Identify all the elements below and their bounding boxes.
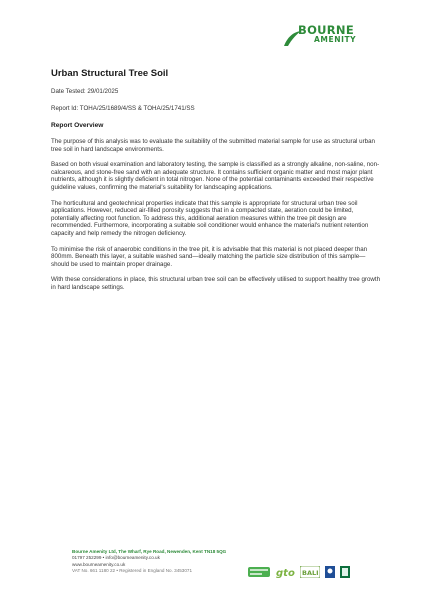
logo-text-amenity: AMENITY: [314, 35, 357, 44]
footer-registration: VAT No. 661 1180 22 • Registered in England No. 3453071: [72, 568, 193, 574]
certification-mark-icon: [325, 566, 335, 578]
gto-logo: [275, 565, 295, 579]
accreditation-logos: [248, 565, 350, 579]
footer-address: Bourne Amenity Ltd, The Wharf, Rye Road, Newenden, Kent TN18 5QG: [72, 549, 227, 554]
gto-logo-text: gto: [276, 568, 295, 579]
report-id: Report Id: TOHA/25/1689/4/SS & TOHA/25/1741/SS: [51, 105, 195, 112]
report-title: Urban Structural Tree Soil: [51, 68, 169, 79]
date-tested: Date Tested: 29/01/2025: [51, 88, 119, 95]
overview-heading: Report Overview: [51, 122, 104, 129]
logo-text-bourne: BOURNE: [298, 23, 355, 37]
overview-paragraph-4: To minimise the risk of anaerobic conditions in the tree pit, it is advisable that this material is not placed deeper than 800mm. Beneath this layer, a suitable washed sand—ideally matching the particle size distribution of this sample—should be used to maintain proper drainage.: [51, 245, 368, 268]
overview-paragraph-5: With these considerations in place, this structural urban tree soil can be effectively utilised to support healthy tree growth in hard landscape settings.: [51, 276, 381, 291]
report-body: [51, 68, 381, 300]
footer-website[interactable]: www.bourneamenity.co.uk: [72, 561, 126, 567]
overview-paragraph-2: Based on both visual examination and laboratory testing, the sample is classified as a strongly alkaline, non-saline, non-calcareous, and stone-free sand with an adequate structure. It contains sufficient organic matter and most major plant nutrients, although it is slightly deficient in total nitrogen. None of the potential contaminants exceeded their respective guideline values, confirming the material's suitability for landscaping applications.: [51, 161, 380, 191]
bali-logo-text: BALI: [302, 569, 319, 577]
footer-contact: 01797 252299 • info@bourneamenity.co.uk: [72, 555, 160, 561]
quality-badge-icon: [340, 566, 350, 578]
bali-logo: [300, 566, 320, 578]
overview-paragraph-1: The purpose of this analysis was to evaluate the suitability of the submitted material sample for use as structural urban tree soil in hard landscape environments.: [51, 138, 375, 153]
overview-paragraph-3: The horticultural and geotechnical properties indicate that this sample is appropriate for structural urban tree soil applications. However, reduced air-filled porosity suggests that in a compacted state, aeration could be limited, potentially affecting root function. To address this, additional aeration measures within the tree pit design are recommended. Furthermore, incorporating a suitable soil conditioner would enhance the material's nutrient retention capacity and help remedy the nitrogen deficiency.: [51, 199, 369, 237]
accreditation-badge-icon: [248, 566, 270, 578]
company-logo: [288, 24, 384, 48]
